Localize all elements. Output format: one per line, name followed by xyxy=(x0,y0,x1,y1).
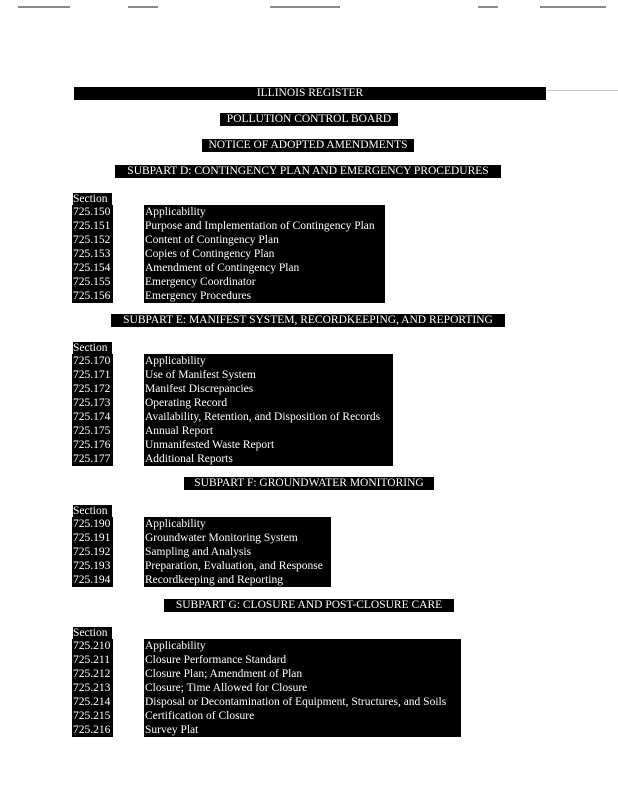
section-title: Emergency Coordinator xyxy=(144,275,385,289)
section-number: 725.212 xyxy=(72,667,113,681)
section-number: 725.211 xyxy=(72,653,113,667)
section-row xyxy=(72,531,331,545)
section-row xyxy=(72,559,331,573)
section-number: 725.174 xyxy=(72,410,113,424)
section-number: 725.192 xyxy=(72,545,113,559)
scan-artifact xyxy=(270,6,340,8)
subpart-heading: SUBPART F: GROUNDWATER MONITORING xyxy=(184,477,434,490)
section-title: Availability, Retention, and Disposition of Records xyxy=(144,410,393,424)
section-row xyxy=(72,573,331,587)
notice-title: NOTICE OF ADOPTED AMENDMENTS xyxy=(202,139,414,152)
section-title: Purpose and Implementation of Contingency Plan xyxy=(144,219,385,233)
scan-artifact xyxy=(128,6,158,8)
section-number: 725.215 xyxy=(72,709,113,723)
subpart-heading: SUBPART E: MANIFEST SYSTEM, RECORDKEEPING, AND REPORTING xyxy=(111,314,505,327)
section-row xyxy=(72,517,331,531)
section-row xyxy=(72,289,385,303)
section-number: 725.193 xyxy=(72,559,113,573)
section-number: 725.175 xyxy=(72,424,113,438)
section-title: Amendment of Contingency Plan xyxy=(144,261,385,275)
section-title: Applicability xyxy=(144,639,461,653)
section-title: Additional Reports xyxy=(144,452,393,466)
section-title: Groundwater Monitoring System xyxy=(144,531,331,545)
section-number: 725.177 xyxy=(72,452,113,466)
section-label: Section xyxy=(73,627,112,640)
section-row xyxy=(72,424,393,438)
section-number: 725.210 xyxy=(72,639,113,653)
register-title: ILLINOIS REGISTER xyxy=(256,87,364,99)
section-number: 725.152 xyxy=(72,233,113,247)
section-number: 725.216 xyxy=(72,723,113,737)
section-row xyxy=(72,354,393,368)
section-number: 725.151 xyxy=(72,219,113,233)
section-number: 725.213 xyxy=(72,681,113,695)
section-title: Closure; Time Allowed for Closure xyxy=(144,681,461,695)
section-title: Applicability xyxy=(144,354,393,368)
section-title: Emergency Procedures xyxy=(144,289,385,303)
section-number: 725.154 xyxy=(72,261,113,275)
section-number: 725.171 xyxy=(72,368,113,382)
section-title: Survey Plat xyxy=(144,723,461,737)
section-row xyxy=(72,695,461,709)
section-row xyxy=(72,438,393,452)
section-title: Annual Report xyxy=(144,424,393,438)
section-number: 725.170 xyxy=(72,354,113,368)
section-row xyxy=(72,410,393,424)
section-number: 725.153 xyxy=(72,247,113,261)
section-label: Section xyxy=(73,505,112,518)
section-number: 725.172 xyxy=(72,382,113,396)
section-row xyxy=(72,205,385,219)
scan-artifact xyxy=(18,6,70,8)
section-row xyxy=(72,639,461,653)
section-title: Applicability xyxy=(144,205,385,219)
section-number: 725.173 xyxy=(72,396,113,410)
section-title: Copies of Contingency Plan xyxy=(144,247,385,261)
section-row xyxy=(72,382,393,396)
section-number: 725.190 xyxy=(72,517,113,531)
section-row xyxy=(72,452,393,466)
section-number: 725.194 xyxy=(72,573,113,587)
section-number: 725.156 xyxy=(72,289,113,303)
section-row xyxy=(72,723,461,737)
section-number: 725.191 xyxy=(72,531,113,545)
section-title: Certification of Closure xyxy=(144,709,461,723)
section-title: Disposal or Decontamination of Equipment, Structures, and Soils xyxy=(144,695,461,709)
section-title: Unmanifested Waste Report xyxy=(144,438,393,452)
section-row xyxy=(72,709,461,723)
section-number: 725.176 xyxy=(72,438,113,452)
section-title: Recordkeeping and Reporting xyxy=(144,573,331,587)
section-title: Use of Manifest System xyxy=(144,368,393,382)
section-row xyxy=(72,233,385,247)
section-number: 725.150 xyxy=(72,205,113,219)
section-row xyxy=(72,247,385,261)
section-label: Section xyxy=(73,193,112,206)
section-title: Closure Plan; Amendment of Plan xyxy=(144,667,461,681)
section-title: Manifest Discrepancies xyxy=(144,382,393,396)
section-row xyxy=(72,261,385,275)
board-title: POLLUTION CONTROL BOARD xyxy=(220,113,398,126)
section-title: Preparation, Evaluation, and Response xyxy=(144,559,331,573)
subpart-heading: SUBPART D: CONTINGENCY PLAN AND EMERGENCY PROCEDURES xyxy=(115,165,501,178)
section-title: Operating Record xyxy=(144,396,393,410)
scan-artifact xyxy=(540,6,606,8)
section-label: Section xyxy=(73,342,112,355)
section-row xyxy=(72,653,461,667)
section-title: Sampling and Analysis xyxy=(144,545,331,559)
section-number: 725.214 xyxy=(72,695,113,709)
section-title: Closure Performance Standard xyxy=(144,653,461,667)
section-title: Applicability xyxy=(144,517,331,531)
section-row xyxy=(72,396,393,410)
subpart-heading: SUBPART G: CLOSURE AND POST-CLOSURE CARE xyxy=(164,599,454,612)
section-row xyxy=(72,368,393,382)
section-row xyxy=(72,219,385,233)
header-rule xyxy=(546,90,618,91)
section-row xyxy=(72,275,385,289)
section-title: Content of Contingency Plan xyxy=(144,233,385,247)
section-row xyxy=(72,667,461,681)
section-number: 725.155 xyxy=(72,275,113,289)
section-row xyxy=(72,681,461,695)
section-row xyxy=(72,545,331,559)
scan-artifact xyxy=(478,6,498,8)
